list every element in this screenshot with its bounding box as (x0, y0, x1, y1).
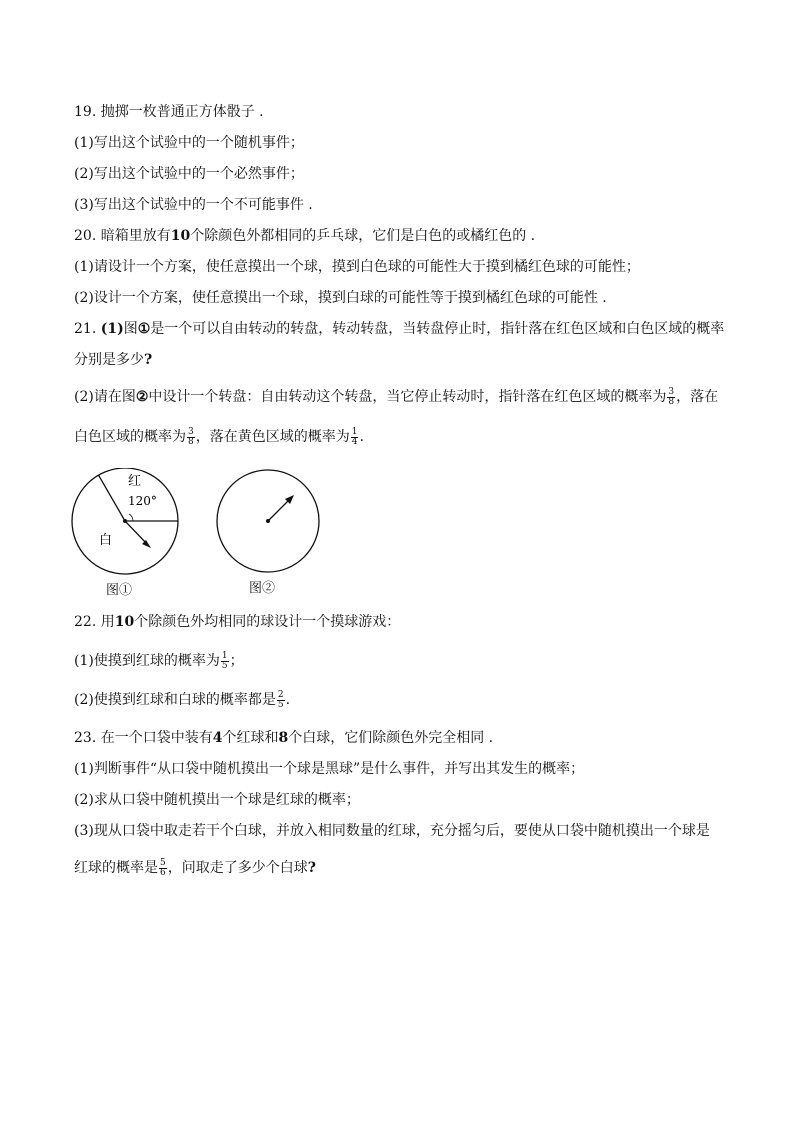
q21-title-f: 分别是多少 (74, 352, 144, 368)
q21-fraction-red-den: 8 (668, 396, 675, 407)
q22-title-a: 22. 用 (74, 614, 115, 630)
q22-title-b: 个除颜色外均相同的球设计一个摸球游戏： (134, 614, 401, 630)
q21-fraction-white-num: 3 (188, 426, 194, 437)
q19-part2: (2)写出这个试验中的一个必然事件； (74, 166, 304, 182)
q22-fraction-2 (277, 691, 285, 710)
figure-2-caption: 图② (249, 581, 276, 596)
q22-p2-b: . (285, 692, 291, 708)
q22-title-num: 10 (114, 614, 135, 630)
q22-p1-a: (1)使摸到红球的概率为 (74, 653, 220, 669)
q20-title-b: 个除颜色外都相同的乒乓球，它们是白色的或橘红色的 . (190, 228, 536, 244)
q21-title-e: 是一个可以自由转动的转盘，转动转盘，当转盘停止时，指针落在红色区域和白色区域的概率 (150, 321, 725, 337)
q22-fraction-1-num: 1 (221, 650, 228, 661)
q21-title-d: ① (137, 321, 151, 337)
q21-p2-a: (2)请在图 (74, 389, 136, 405)
q22-part2 (74, 690, 290, 710)
figure-2 (215, 468, 325, 598)
q21-part2-line2 (74, 427, 364, 447)
q19-title: 19. 抛掷一枚普通正方体骰子 . (74, 104, 264, 120)
q22-fraction-2-num: 2 (277, 689, 284, 700)
q21-title-line2 (74, 350, 152, 370)
q20-title-a: 20. 暗箱里放有 (74, 228, 171, 244)
q19-part1: (1)写出这个试验中的一个随机事件； (74, 135, 304, 151)
q23-title (74, 728, 493, 748)
q23-p4-a: 红球的概率是 (74, 860, 158, 876)
q22-fraction-2-den: 5 (277, 699, 284, 710)
q20-part1: (1)请设计一个方案，使任意摸出一个球，摸到白色球的可能性大于摸到橘红色球的可能性； (74, 259, 640, 275)
q21-fraction-yellow (351, 428, 359, 447)
q23-title-a: 23. 在一个口袋中装有 (74, 730, 213, 746)
spinner-1-pointer-head (142, 540, 151, 548)
spinner-2-center (266, 519, 270, 523)
q23-title-c: 个白球，它们除颜色外完全相同 . (288, 730, 494, 746)
q21-p3-b: ，落在黄色区域的概率为 (195, 429, 350, 445)
q19-part3: (3)写出这个试验中的一个不可能事件 . (74, 197, 313, 213)
q23-fraction-num: 5 (160, 857, 166, 868)
spinner-1-divider-left (99, 475, 126, 521)
q23-part1: (1)判断事件“从口袋中随机摸出一个球是黑球”是什么事件，并写出其发生的概率； (74, 761, 585, 777)
spinner-1-center (123, 519, 127, 523)
q21-p3-c: . (359, 429, 364, 445)
q21-fraction-red-num: 3 (668, 386, 675, 397)
q23-part3-line2 (74, 858, 316, 878)
spinner-1-label-white: 白 (99, 533, 113, 548)
q21-fraction-yellow-den: 4 (351, 436, 358, 447)
q20-part2: (2)设计一个方案，使任意摸出一个球，摸到白球的可能性等于摸到橘红色球的可能性 . (74, 290, 607, 306)
q23-p4-b: ，问取走了多少个白球 (167, 860, 308, 876)
q22-part1 (74, 651, 244, 671)
q21-p2-c: 中设计一个转盘：自由转动这个转盘，当它停止转动时，指针落在红色区域的概率为 (148, 389, 667, 405)
q21-part2 (74, 387, 718, 407)
q22-fraction-1 (221, 652, 229, 671)
spinner-2-svg (215, 468, 325, 578)
q21-p3-a: 白色区域的概率为 (74, 429, 186, 445)
q21-fraction-white-den: 8 (188, 436, 194, 447)
q21-title-a: 21. (74, 321, 101, 337)
q22-title (74, 612, 400, 632)
q23-title-b: 个红球和 (222, 730, 279, 746)
q22-p2-a: (2)使摸到红球和白球的概率都是 (74, 692, 276, 708)
q20-title (74, 226, 535, 246)
q21-title-g: ? (144, 352, 153, 368)
q23-fraction (159, 859, 167, 878)
spinner-1-svg (68, 468, 186, 578)
q23-num-white: 8 (278, 730, 289, 746)
q22-p1-b: ； (229, 653, 244, 669)
spinner-1-angle-arc (129, 514, 133, 521)
q23-p4-c: ? (307, 860, 316, 876)
q21-p2-b: ② (135, 389, 149, 405)
q23-part2: (2)求从口袋中随机摸出一个球是红球的概率； (74, 792, 360, 808)
q21-title-b: (1) (100, 321, 124, 337)
q21-fraction-white (187, 428, 195, 447)
q21-p2-d: ，落在 (676, 389, 719, 405)
q20-title-num: 10 (170, 228, 191, 244)
spinner-1-pointer (125, 521, 148, 545)
q23-num-red: 4 (212, 730, 223, 746)
q22-fraction-1-den: 5 (221, 660, 228, 671)
q21-fraction-yellow-num: 1 (351, 426, 358, 437)
q23-fraction-den: 6 (160, 867, 166, 878)
spinner-1-label-angle: 120° (128, 494, 157, 508)
q23-part3: (3)现从口袋中取走若干个白球，并放入相同数量的红球，充分摇匀后，要使从口袋中随机摸出一个球是 (74, 823, 710, 839)
q21-title (74, 319, 724, 339)
q21-title-c: 图 (123, 321, 138, 337)
spinner-1-label-red: 红 (128, 474, 142, 489)
figure-1-caption: 图① (106, 583, 133, 598)
figure-1 (68, 468, 186, 598)
q21-fraction-red (667, 388, 675, 407)
